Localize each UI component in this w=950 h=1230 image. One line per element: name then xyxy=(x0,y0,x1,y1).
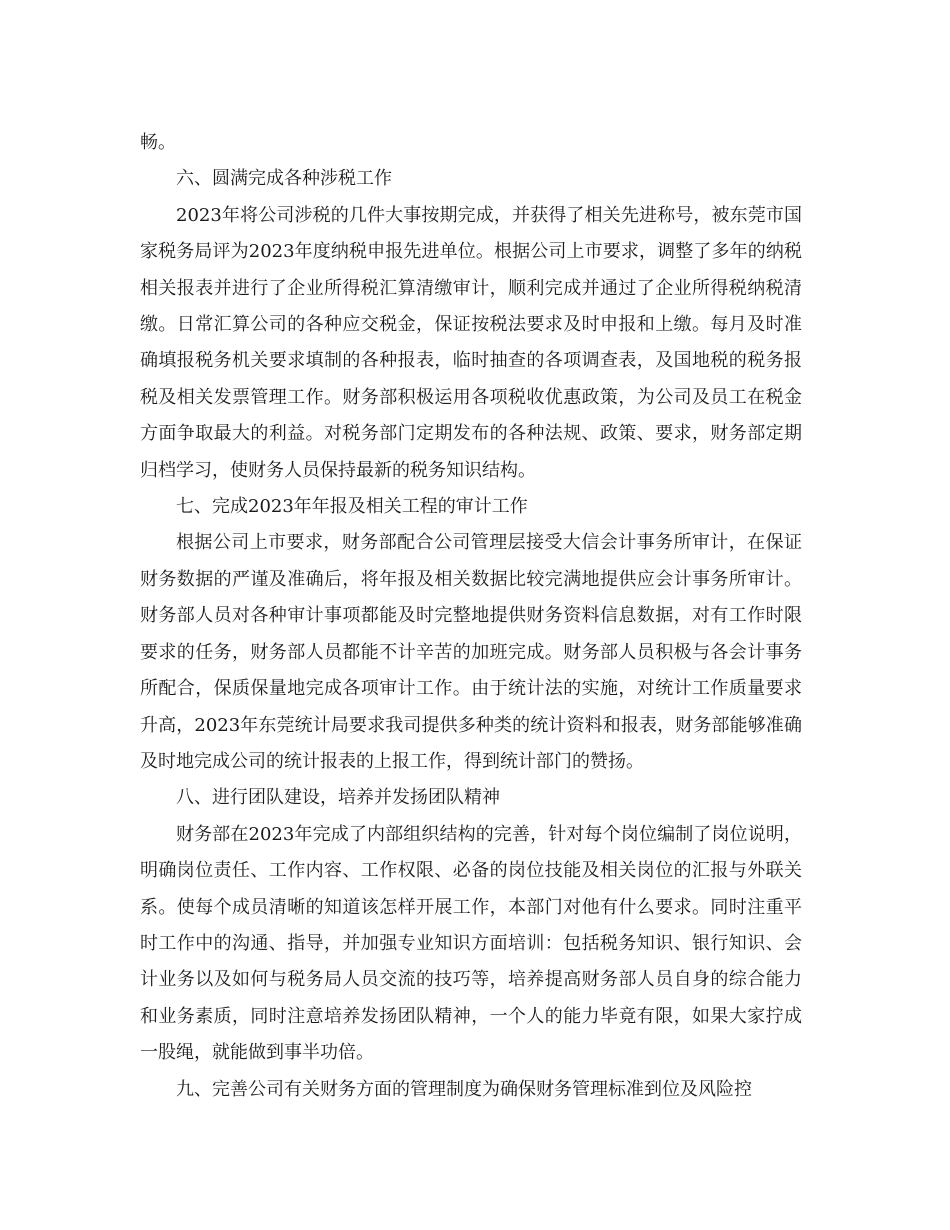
paragraph-team-building: 财务部在2023年完成了内部组织结构的完善，针对每个岗位编制了岗位说明，明确岗位责任、工作内容、工作权限、必备的岗位技能及相关岗位的汇报与外联关系。使每个成员清晰的知道该怎样开展工作，本部门对他有什么要求。同时注重平时工作中的沟通、指导，并加强专业知识方面培训：包括税务知识、银行知识、会计业务以及如何与税务局人员交流的技巧等，培养提高财务部人员自身的综合能力和业务素质，同时注意培养发扬团队精神，一个人的能力毕竟有限，如果大家拧成一股绳，就能做到事半功倍。 xyxy=(140,823,802,1064)
paragraph-continuation: 畅。 xyxy=(140,132,176,153)
section-heading-8: 八、进行团队建设，培养并发扬团队精神 xyxy=(176,787,500,809)
paragraph-tax-work: 2023年将公司涉税的几件大事按期完成，并获得了相关先进称号，被东莞市国家税务局评为2023年度纳税申报先进单位。根据公司上市要求，调整了多年的纳税相关报表并进行了企业所得税汇算清缴审计，顺利完成并通过了企业所得税纳税清缴。日常汇算公司的各种应交税金，保证按税法要求及时申报和上缴。每月及时准确填报税务机关要求填制的各种报表，临时抽查的各项调查表，及国地税的税务报税及相关发票管理工作。财务部积极运用各项税收优惠政策，为公司及员工在税金方面争取最大的利益。对税务部门定期发布的各种法规、政策、要求，财务部定期归档学习，使财务人员保持最新的税务知识结构。 xyxy=(140,204,802,481)
paragraph-audit-work: 根据公司上市要求，财务部配合公司管理层接受大信会计事务所审计，在保证财务数据的严谨及准确后，将年报及相关数据比较完满地提供应会计事务所审计。财务部人员对各种审计事项都能及时完整地提供财务资料信息数据，对有工作时限要求的任务，财务部人员都能不计辛苦的加班完成。财务部人员积极与各会计事务所配合，保质保量地完成各项审计工作。由于统计法的实施，对统计工作质量要求升高，2023年东莞统计局要求我司提供多种类的统计资料和报表，财务部能够准确及时地完成公司的统计报表的上报工作，得到统计部门的赞扬。 xyxy=(140,532,802,772)
section-heading-6: 六、圆满完成各种涉税工作 xyxy=(176,168,392,190)
section-heading-7: 七、完成2023年年报及相关工程的审计工作 xyxy=(176,496,528,518)
section-heading-9: 九、完善公司有关财务方面的管理制度为确保财务管理标准到位及风险控 xyxy=(176,1078,752,1100)
document-body xyxy=(140,125,802,1108)
